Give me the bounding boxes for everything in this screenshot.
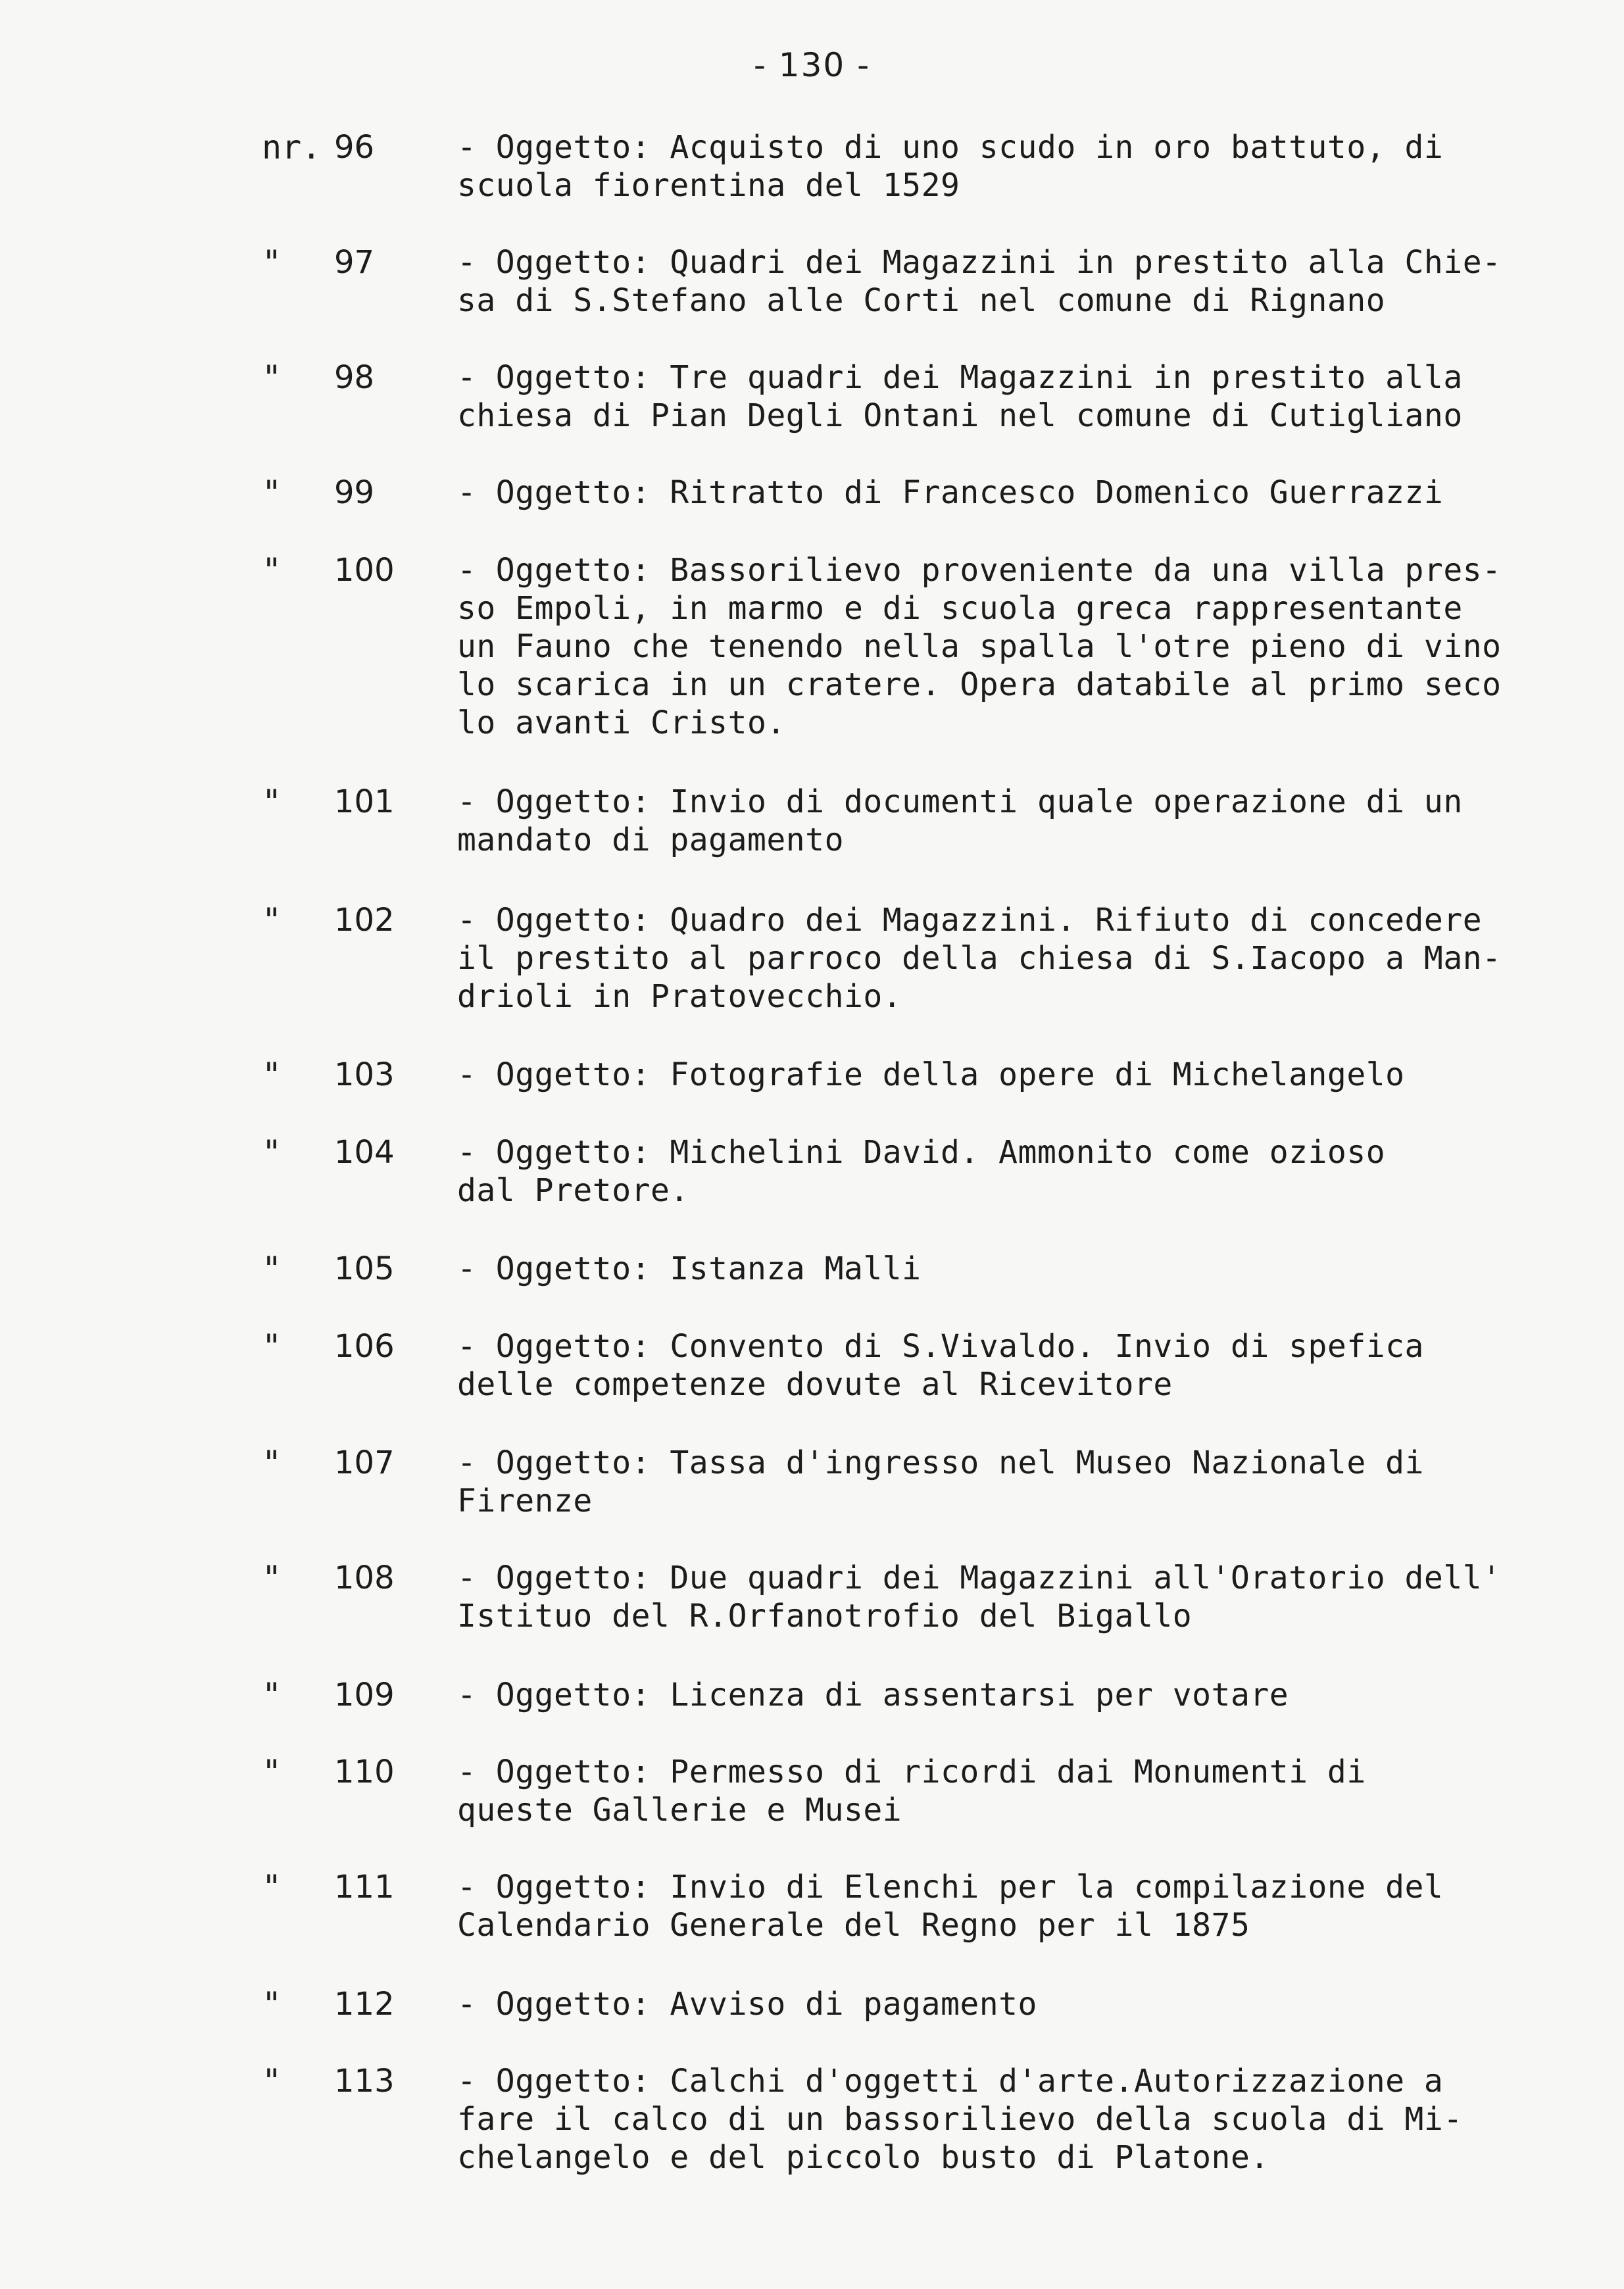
- entry-number: 103: [334, 1056, 395, 1093]
- entry-text: [457, 1327, 1536, 1404]
- entry-text: [457, 1250, 1536, 1288]
- entry-number: 100: [334, 552, 395, 589]
- entry-text-line: lo avanti Cristo.: [457, 704, 786, 741]
- entry-prefix: ": [262, 1868, 282, 1906]
- entry-text-line: - Oggetto: Acquisto di uno scudo in oro battuto, di: [457, 129, 1444, 166]
- entry-number: 110: [334, 1754, 395, 1790]
- entry-text-line: - Oggetto: Tre quadri dei Magazzini in prestito alla: [457, 359, 1463, 396]
- entry-number: 107: [334, 1444, 395, 1481]
- entry-text-line: chiesa di Pian Degli Ontani nel comune di Cutigliano: [457, 397, 1463, 434]
- entry-prefix: ": [262, 1753, 282, 1791]
- entry-text-line: - Oggetto: Calchi d'oggetti d'arte.Autorizzazione a: [457, 2063, 1444, 2100]
- entry-number: 96: [334, 129, 375, 166]
- entry-text-line: il prestito al parroco della chiesa di S.Iacopo a Man-: [457, 940, 1502, 977]
- entry-text-line: sa di S.Stefano alle Corti nel comune di Rignano: [457, 282, 1386, 319]
- entry-text-line: - Oggetto: Fotografie della opere di Michelangelo: [457, 1056, 1405, 1093]
- entry-text: [457, 1056, 1536, 1094]
- entry-number: 98: [334, 359, 375, 396]
- entry-prefix: nr.: [262, 128, 322, 166]
- entry-number: 111: [334, 1869, 395, 1906]
- entry-text-line: - Oggetto: Bassorilievo proveniente da una villa pres-: [457, 552, 1502, 589]
- entry-text-line: delle competenze dovute al Ricevitore: [457, 1366, 1173, 1403]
- entry-number: 113: [334, 2063, 395, 2100]
- entry-text-line: Calendario Generale del Regno per il 1875: [457, 1907, 1250, 1944]
- entry-text-line: - Oggetto: Invio di Elenchi per la compilazione del: [457, 1869, 1444, 1906]
- entry-number: 108: [334, 1560, 395, 1596]
- entry-prefix: ": [262, 1444, 282, 1482]
- entry-number: 99: [334, 474, 375, 511]
- entry-prefix: ": [262, 1985, 282, 2023]
- entry-prefix: ": [262, 901, 282, 939]
- entry-text-line: drioli in Pratovecchio.: [457, 978, 902, 1015]
- entry-text: [457, 2062, 1536, 2177]
- entry-text-line: - Oggetto: Michelini David. Ammonito come ozioso: [457, 1134, 1386, 1171]
- entry-number: 106: [334, 1328, 395, 1365]
- entry-text: [457, 551, 1536, 742]
- entry-text: [457, 1559, 1536, 1635]
- entry-text-line: chelangelo e del piccolo busto di Platone.: [457, 2139, 1269, 2176]
- entry-prefix: ": [262, 783, 282, 821]
- entry-prefix: ": [262, 1676, 282, 1714]
- entry-number: 112: [334, 1986, 395, 2023]
- entry-text: [457, 783, 1536, 859]
- entry-text-line: - Oggetto: Avviso di pagamento: [457, 1986, 1037, 2023]
- entry-number: 101: [334, 783, 395, 820]
- entry-number: 109: [334, 1677, 395, 1713]
- entry-text-line: - Oggetto: Licenza di assentarsi per votare: [457, 1677, 1289, 1713]
- entry-text-line: scuola fiorentina del 1529: [457, 167, 960, 204]
- page-number: - 130 -: [753, 46, 871, 84]
- entry-prefix: ": [262, 1056, 282, 1094]
- entry-number: 102: [334, 902, 395, 939]
- entry-text: [457, 243, 1536, 320]
- entry-text-line: mandato di pagamento: [457, 822, 844, 858]
- entry-prefix: ": [262, 2062, 282, 2100]
- entry-text: [457, 1753, 1536, 1829]
- entry-text-line: - Oggetto: Permesso di ricordi dai Monumenti di: [457, 1754, 1366, 1790]
- entry-prefix: ": [262, 1133, 282, 1171]
- entry-text-line: - Oggetto: Ritratto di Francesco Domenico Guerrazzi: [457, 474, 1444, 511]
- entry-text: [457, 1985, 1536, 2023]
- entry-text-line: un Fauno che tenendo nella spalla l'otre pieno di vino: [457, 628, 1502, 665]
- entry-text-line: - Oggetto: Invio di documenti quale operazione di un: [457, 783, 1463, 820]
- entry-text: [457, 901, 1536, 1016]
- entry-text: [457, 358, 1536, 435]
- entry-text-line: - Oggetto: Tassa d'ingresso nel Museo Nazionale di: [457, 1444, 1424, 1481]
- entry-text-line: queste Gallerie e Musei: [457, 1792, 902, 1829]
- entry-text-line: fare il calco di un bassorilievo della scuola di Mi-: [457, 2101, 1463, 2138]
- entry-text-line: - Oggetto: Due quadri dei Magazzini all'Oratorio dell': [457, 1560, 1502, 1596]
- entry-number: 105: [334, 1250, 395, 1287]
- entry-prefix: ": [262, 1559, 282, 1597]
- entry-text-line: - Oggetto: Quadro dei Magazzini. Rifiuto di concedere: [457, 902, 1483, 939]
- entry-text: [457, 474, 1536, 512]
- entry-text-line: Firenze: [457, 1483, 593, 1519]
- entry-text: [457, 1444, 1536, 1520]
- entry-text: [457, 128, 1536, 205]
- entry-text-line: Istituo del R.Orfanotrofio del Bigallo: [457, 1598, 1193, 1635]
- entry-text-line: lo scarica in un cratere. Opera databile al primo seco: [457, 666, 1502, 703]
- entry-prefix: ": [262, 474, 282, 512]
- entry-prefix: ": [262, 1250, 282, 1288]
- entry-text-line: - Oggetto: Convento di S.Vivaldo. Invio di spefica: [457, 1328, 1424, 1365]
- entry-prefix: ": [262, 551, 282, 589]
- entry-text: [457, 1133, 1536, 1210]
- entry-prefix: ": [262, 1327, 282, 1366]
- entry-text-line: - Oggetto: Quadri dei Magazzini in prestito alla Chie-: [457, 244, 1502, 281]
- entry-number: 104: [334, 1134, 395, 1171]
- entry-text-line: dal Pretore.: [457, 1172, 689, 1209]
- entry-text-line: so Empoli, in marmo e di scuola greca rappresentante: [457, 590, 1463, 627]
- entry-prefix: ": [262, 358, 282, 397]
- entry-text: [457, 1868, 1536, 1944]
- entry-text-line: - Oggetto: Istanza Malli: [457, 1250, 922, 1287]
- entry-prefix: ": [262, 243, 282, 282]
- entry-text: [457, 1676, 1536, 1714]
- entry-number: 97: [334, 244, 375, 281]
